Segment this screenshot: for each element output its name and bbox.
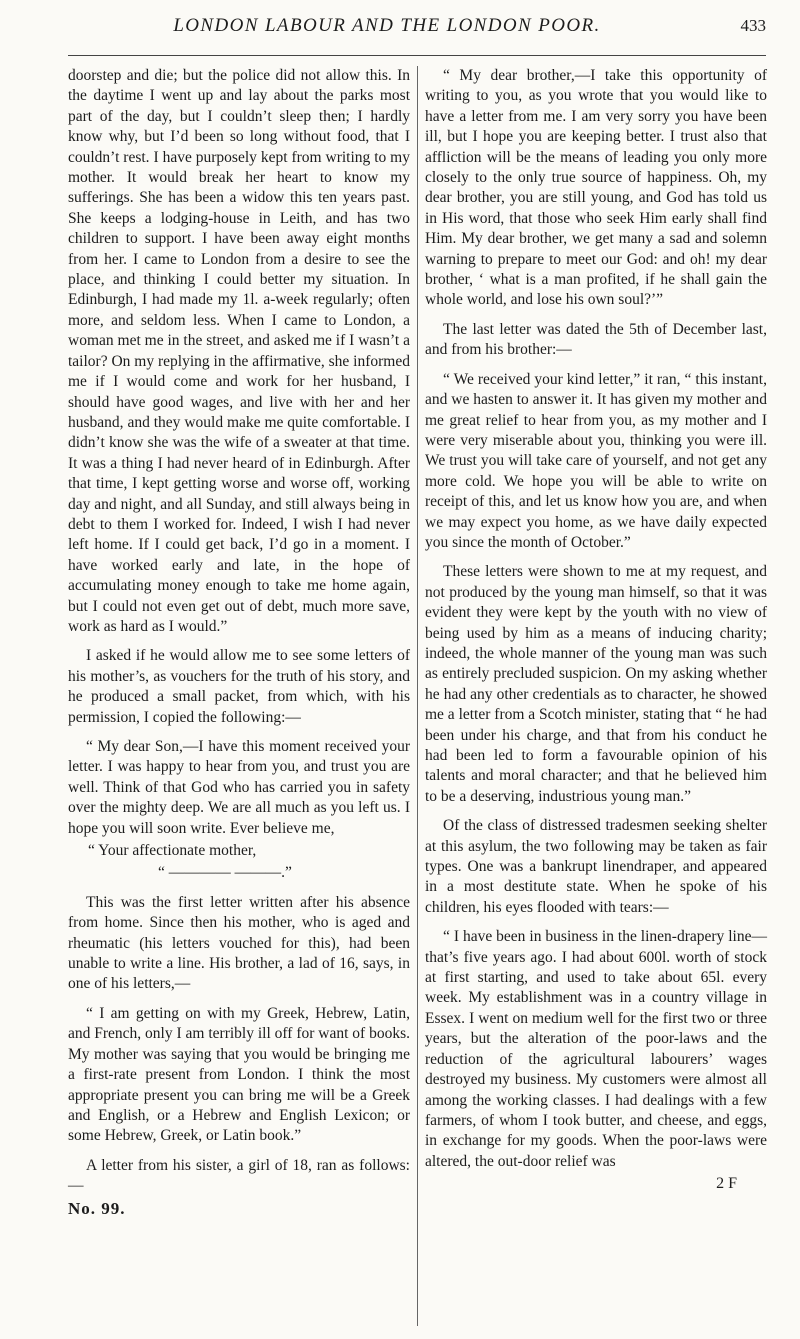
right-paragraph-1: “ My dear brother,—I take this opportunity of writing to you, as you wrote that you would like to have a letter from me. I am very sorry you have been ill, but I hope you are keeping better. I trust also that affliction will be the means of leading you only more closely to the only true source of happiness. Oh, my dear brother, you are still young, and God has told us in His word, that those who seek Him early shall find Him. My dear brother, we get many a sad and solemn warning to prepare to meet our God: and oh! my dear brother, ‘ what is a man profited, if he shall gain the whole world, and lose his own soul?’” (425, 67, 767, 309)
signature-mark: No. 99. (68, 1198, 126, 1218)
left-column (68, 66, 410, 1221)
right-column (425, 66, 767, 1196)
running-header (68, 0, 766, 56)
left-paragraph-2: I asked if he would allow me to see some letters of his mother’s, as vouchers for the truth of his story, and he produced a small packet, from which, with his permission, I copied the following:— (68, 647, 410, 726)
right-paragraph-2: The last letter was dated the 5th of December last, and from his brother:— (425, 320, 767, 359)
right-paragraph-3: “ We received your kind letter,” it ran, “ this instant, and we hasten to answer it. It has given my mother and me great relief to hear from you, as my mother and I were very miserable about you, thinking you were ill. We trust you will take care of yourself, and not get any more cold. We hope you will be able to write on receipt of this, and let us know how you are, and when we may expect you home, as we have daily expected you since the month of October.” (425, 370, 767, 551)
letter-closing: “ Your affectionate mother, (88, 842, 257, 860)
right-paragraph-5: Of the class of distressed tradesmen seeking shelter at this asylum, the two following may be taken as fair types. One was a bankrupt linendraper, and appeared in a most destitute state. When he spoke of his children, his eyes flooded with tears:— (425, 817, 767, 916)
right-footer (425, 1174, 767, 1196)
right-paragraph-4: These letters were shown to me at my request, and not produced by the young man himself, so that it was evident they were kept by the youth with no view of being used by him as a means of inducing charity; indeed, the whole manner of the young man was such as entirely precluded suspicion. On my asking whether he had any other credentials as to character, he showed me a letter from a Scotch minister, stating that “ he had been under his charge, and that from his conduct he had been led to form a favourable opinion of his talents and moral character; and that he believed him to be a deserving, industrious young man.” (425, 563, 767, 805)
page-number: 433 (740, 16, 766, 35)
left-paragraph-3: “ My dear Son,—I have this moment received your letter. I was happy to hear from you, and trust you are well. Think of that God who has carried you in safety over the mighty deep. We are all much as you left us. I hope you will soon write. Ever believe me, (68, 738, 410, 837)
signature-mark-right: 2 F (716, 1175, 737, 1193)
running-title: LONDON LABOUR AND THE LONDON POOR. (173, 15, 601, 36)
letter-signature-dashes: “ ———— ———.” (158, 864, 292, 882)
left-paragraph-5: “ I am getting on with my Greek, Hebrew, Latin, and French, only I am terribly ill off for want of books. My mother was saying that you would be bringing me a first-rate present from London. I think the most appropriate present you can bring me will be a Greek and English, or a Hebrew and English Lexicon; or some Hebrew, Greek, or Latin book.” (68, 1004, 410, 1145)
column-divider (417, 66, 418, 1326)
left-paragraph-1: doorstep and die; but the police did not allow this. In the daytime I went up and lay about the parks most part of the day, but I couldn’t sleep then; I hardly know why, but I’d been so long without food, that I couldn’t rest. I have purposely kept from writing to my mother. It would break her heart to know my sufferings. She has been a widow this ten years past. She keeps a lodging-house in Leith, and has two children to support. I have been away eight months from her. I came to London from a desire to see the place, and thinking I could better my situation. In Edinburgh, I had made my 1l. a-week regularly; often more, and seldom less. When I came to London, a woman met me in the street, and asked me if I wasn’t a tailor? On my replying in the affirmative, she informed me if I would come and work for her husband, I should have good wages, and live with her and her husband, and they would make me quite comfortable. I didn’t know she was the wife of a sweater at that time. It was a thing I had never heard of in Edinburgh. After that time, I kept getting worse and worse off, working day and night, and all Sunday, and still always being in debt to them I worked for. Indeed, I wish I had never left home. If I could get back, I’d go in a moment. I have worked early and late, in the hope of accumulating money enough to take me home again, but I could not even get out of debt, much more save, work as hard as I would.” (68, 67, 410, 635)
left-footer (68, 1199, 410, 1221)
right-paragraph-6: “ I have been in business in the linen-drapery line—that’s five years ago. I had about 600l. worth of stock at first starting, and used to take about 65l. every week. My establishment was in a country village in Essex. I went on medium well for the first two or three years, but the alteration of the poor-laws and the reduction of the agricultural labourers’ wages destroyed my business. My customers were almost all among the working classes. I had dealings with a few farmers, of whom I took butter, and cheese, and eggs, in exchange for my goods. When the poor-laws were altered, the out-door relief was (425, 928, 767, 1170)
left-paragraph-6: A letter from his sister, a girl of 18, ran as follows:— (68, 1156, 410, 1195)
left-paragraph-4: This was the first letter written after his absence from home. Since then his mother, who is aged and rheumatic (his letters vouched for this), had been unable to write a line. His brother, a lad of 16, says, in one of his letters,— (68, 893, 410, 993)
